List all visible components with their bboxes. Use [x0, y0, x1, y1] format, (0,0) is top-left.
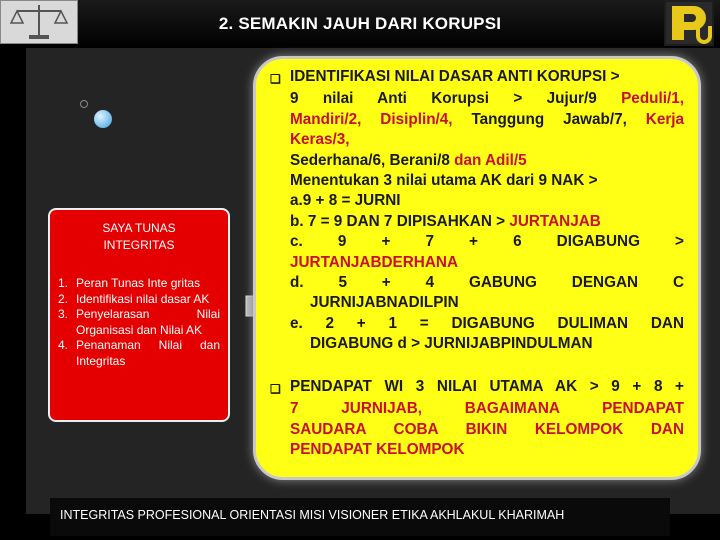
- red-box-title: [58, 220, 220, 254]
- identifikasi-heading: IDENTIFIKASI NILAI DASAR ANTI KORUPSI >: [290, 68, 620, 85]
- nilai-text: Tanggung Jawab/7,: [471, 110, 627, 128]
- nilai-text-red: Kerja Keras/3,: [290, 110, 685, 149]
- list-number: 2.: [58, 291, 69, 306]
- paragraph-2: [270, 377, 684, 399]
- option-d: d. 5 + 4 GABUNG DENGAN C: [290, 274, 684, 292]
- list-text: Penyelarasan Nilai Organisasi dan Nilai AK: [76, 307, 220, 337]
- paragraph-1: [270, 67, 684, 89]
- decorative-dot: [94, 110, 112, 128]
- list-number: 3.: [58, 307, 69, 321]
- list-text: Identifikasi nilai dasar AK: [76, 291, 210, 306]
- slide-title: 2. SEMAKIN JAUH DARI KORUPSI: [218, 14, 502, 33]
- list-item: [58, 338, 220, 369]
- list-item: [58, 292, 220, 308]
- option-e: e. 2 + 1 = DIGABUNG DULIMAN DAN: [290, 314, 684, 332]
- red-box-title-line: SAYA TUNAS: [102, 221, 176, 235]
- list-text: Peran Tunas Inte gritas: [76, 276, 201, 290]
- saya-tunas-integritas-box: [48, 208, 230, 422]
- nilai-text: 9 nilai Anti Korupsi > Jujur/9: [290, 90, 597, 108]
- pendapat-line: PENDAPAT KELOMPOK: [290, 440, 465, 458]
- identifikasi-nilai-box: [253, 56, 701, 480]
- checkbox-bullet-icon: ❏: [270, 381, 281, 396]
- pendapat-line: SAUDARA COBA BIKIN KELOMPOK DAN: [290, 420, 684, 438]
- option-b-red: JURTANJAB: [509, 212, 601, 230]
- option-b: [270, 212, 684, 232]
- option-a: a.9 + 8 = JURNI: [290, 192, 401, 210]
- pendapat-line: PENDAPAT WI 3 NILAI UTAMA AK > 9 + 8 +: [290, 377, 684, 395]
- spacer: [270, 355, 684, 377]
- nilai-text: Sederhana/6, Berani/8: [290, 151, 450, 169]
- red-box-title-line: INTEGRITAS: [103, 238, 175, 252]
- option-d-cont: JURNIJABNADILPIN: [310, 294, 459, 312]
- nilai-text-red: dan Adil/5: [454, 151, 527, 169]
- footer-values: INTEGRITAS PROFESIONAL ORIENTASI MISI VISIONER ETIKA AKHLAKUL KHARIMAH: [60, 508, 565, 522]
- list-item: [58, 307, 220, 338]
- option-c-red: JURTANJABDERHANA: [290, 253, 458, 271]
- list-number: 4.: [58, 338, 69, 352]
- yellow-box-text: [270, 67, 684, 460]
- list-item: [58, 276, 220, 292]
- checkbox-bullet-icon: ❏: [270, 72, 281, 86]
- list-number: 1.: [58, 276, 69, 290]
- red-box-list: [58, 276, 220, 369]
- menentukan-line: Menentukan 3 nilai utama AK dari 9 NAK >: [290, 172, 598, 190]
- nilai-line: [270, 110, 684, 151]
- option-b-text: b. 7 = 9 DAN 7 DIPISAHKAN >: [290, 212, 506, 230]
- nilai-line: [270, 151, 684, 171]
- decorative-dot: [80, 100, 88, 108]
- nilai-text-red: Peduli/1,: [621, 90, 685, 108]
- list-text: Penanaman Nilai dan Integritas: [76, 338, 220, 368]
- nilai-text-red: Disiplin/4,: [380, 110, 453, 128]
- option-e-cont: DIGABUNG d > JURNIJABPINDULMAN: [310, 335, 593, 353]
- option-c: c. 9 + 7 + 6 DIGABUNG >: [290, 233, 684, 251]
- nilai-line: [270, 89, 684, 109]
- pendapat-line: 7 JURNIJAB, BAGAIMANA PENDAPAT: [290, 400, 684, 418]
- nilai-text-red: Mandiri/2,: [290, 110, 362, 128]
